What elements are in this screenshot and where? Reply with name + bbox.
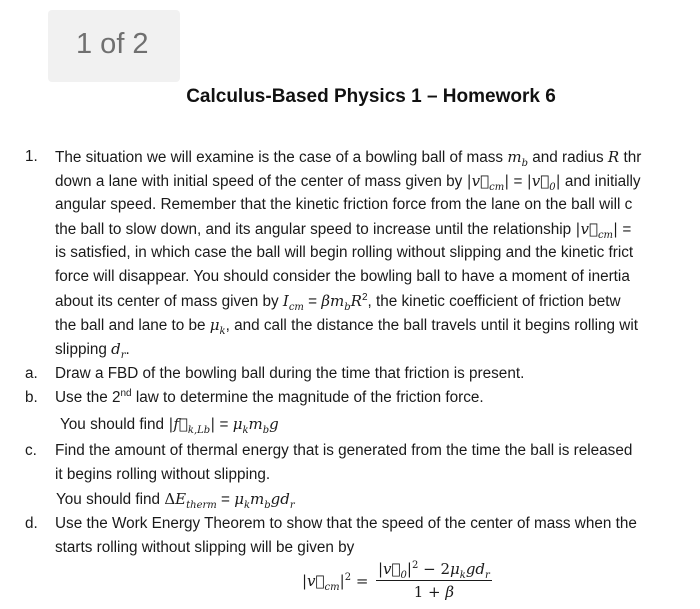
part-c-text: Find the amount of thermal energy that is generated from the time the ball is released — [55, 442, 633, 459]
equation-fraction — [376, 560, 492, 601]
equation-lhs: $|v⃗_{cm}|^2$ = — [302, 572, 369, 593]
equation-numerator: $|v⃗_0|^2 - 2\mu_kgd_r$ — [378, 560, 490, 581]
document-title: Calculus-Based Physics 1 – Homework 6 — [186, 86, 556, 107]
part-c-answer: You should find $\Delta E_{therm} = \mu_km_bgd_r$ — [56, 490, 295, 511]
problem-text-line: angular speed. Remember that the kinetic friction force from the lane on the ball will c — [55, 196, 633, 213]
part-c-marker: c. — [25, 442, 37, 459]
part-b-answer: You should find $|f⃗_{k,Lb}| = \mu_km_bg$ — [60, 415, 279, 436]
part-d-marker: d. — [25, 515, 38, 532]
problem-text-line: force will disappear. You should consider the bowling ball to have a moment of inertia — [55, 268, 630, 285]
part-b-marker: b. — [25, 389, 38, 406]
page-indicator — [48, 10, 180, 82]
part-d-text: starts rolling without slipping will be given by — [55, 539, 355, 556]
problem-text-line: is satisfied, in which case the ball will begin rolling without slipping and the kinetic frict — [55, 244, 634, 261]
part-a-text: Draw a FBD of the bowling ball during the time that friction is present. — [55, 365, 525, 382]
part-d-text: Use the Work Energy Theorem to show that the speed of the center of mass when the — [55, 515, 637, 532]
page-indicator-text: 1 of 2 — [76, 28, 149, 60]
problem-text-line: the ball to slow down, and its angular speed to increase until the relationship $|v⃗_{cm}|$ = — [55, 220, 632, 241]
part-c-text: it begins rolling without slipping. — [55, 466, 271, 483]
problem-text-line: The situation we will examine is the case of a bowling ball of mass $m_b$ and radius R thr — [55, 148, 642, 169]
problem-text-line: the ball and lane to be $\mu_k$, and call the distance the ball travels until it begins rolling wit — [55, 316, 638, 337]
equation-denominator: 1 + β — [413, 583, 455, 601]
problem-text-line: slipping $d_r$. — [55, 340, 130, 361]
problem-text-line: down a lane with initial speed of the center of mass given by $|v⃗_{cm}|$ = $|v⃗_0|$ and initially — [55, 172, 641, 193]
part-b-text: Use the 2nd law to determine the magnitude of the friction force. — [55, 387, 484, 406]
problem-number: 1. — [25, 148, 38, 165]
problem-text-line: about its center of mass given by $I_{cm} = \beta m_bR^2$, the kinetic coefficient of friction betw — [55, 291, 621, 313]
part-a-marker: a. — [25, 365, 38, 382]
